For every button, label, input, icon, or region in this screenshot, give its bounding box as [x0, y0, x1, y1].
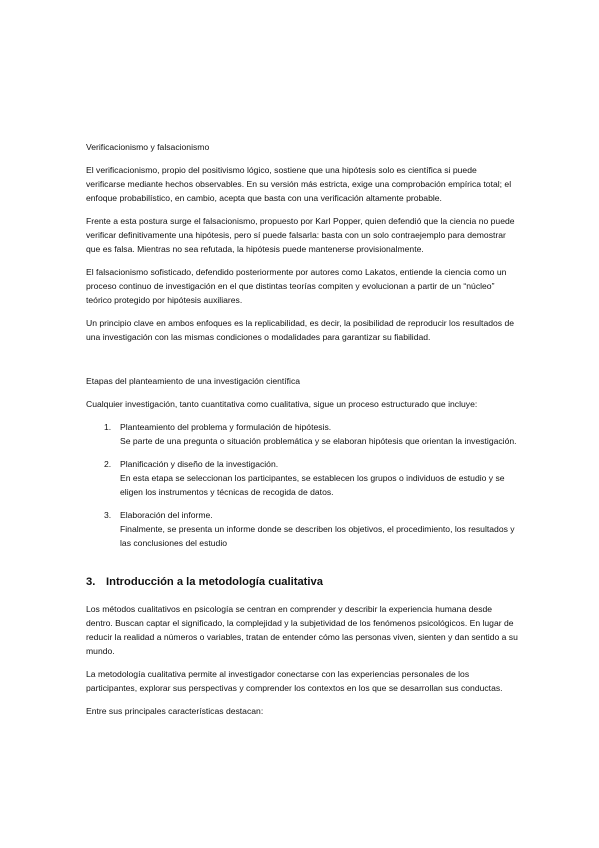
paragraph: Frente a esta postura surge el falsacionismo, propuesto por Karl Popper, quien defendió que la ciencia no puede verificar definitivamente una hipótesis, pero sí puede falsarla: basta con un solo contraejemplo para demostrar que es falsa. Mientras no sea refutada, la hipótesis puede mantenerse provisionalmente.	[86, 216, 515, 254]
paragraph: La metodología cualitativa permite al investigador conectarse con las experiencias personales de los participantes, explorar sus perspectivas y comprender los contextos en los que se desarrollan sus conductas.	[86, 669, 503, 693]
list-number: 3.	[104, 510, 112, 520]
list-item-title: Elaboración del informe.	[120, 510, 213, 520]
list-item-description: Se parte de una pregunta o situación problemática y se elaboran hipótesis que orientan la investigación.	[120, 436, 517, 446]
steps-list	[86, 420, 518, 550]
list-item-description: Finalmente, se presenta un informe donde se describen los objetivos, el procedimiento, los resultados y las conclusiones del estudio	[120, 524, 515, 548]
list-item-description: En esta etapa se seleccionan los participantes, se establecen los grupos o individuos de estudio y se eligen los instrumentos y técnicas de recogida de datos.	[120, 473, 505, 497]
paragraph: Los métodos cualitativos en psicología se centran en comprender y describir la experiencia humana desde dentro. Buscan captar el significado, la complejidad y la subjetividad de los fenómenos psicológicos. En lugar de reducir la realidad a números o variables, tratan de entender cómo las personas viven, sienten y dan sentido a su mundo.	[86, 604, 518, 656]
heading-number: 3.	[86, 576, 96, 588]
list-item-title: Planteamiento del problema y formulación de hipótesis.	[120, 422, 332, 432]
section-title-verificacionismo: Verificacionismo y falsacionismo	[86, 142, 210, 152]
list-item	[86, 457, 518, 499]
heading-text: Introducción a la metodología cualitativa	[106, 576, 323, 588]
list-item	[86, 508, 518, 550]
paragraph: Entre sus principales características destacan:	[86, 706, 264, 716]
list-item	[86, 420, 518, 448]
paragraph: El falsacionismo sofisticado, defendido posteriormente por autores como Lakatos, entiende la ciencia como un proceso continuo de investigación en el que distintas teorías compiten y evolucionan a partir de un “núcleo” teórico protegido por hipótesis auxiliares.	[86, 267, 507, 305]
document-body	[86, 140, 518, 727]
list-number: 2.	[104, 459, 112, 469]
paragraph: Un principio clave en ambos enfoques es la replicabilidad, es decir, la posibilidad de reproducir los resultados de una investigación con las mismas condiciones o modalidades para garantizar su fiabilidad.	[86, 318, 515, 342]
list-item-title: Planificación y diseño de la investigación.	[120, 459, 279, 469]
list-number: 1.	[104, 422, 112, 432]
paragraph: El verificacionismo, propio del positivismo lógico, sostiene que una hipótesis solo es científica si puede verificarse mediante hechos observables. En su versión más estricta, exige una comprobación empírica total; el enfoque probabilístico, en cambio, acepta que basta con una verificación altamente probable.	[86, 165, 512, 203]
section-heading-metodologia-cualitativa	[86, 574, 518, 590]
paragraph-intro: Cualquier investigación, tanto cuantitativa como cualitativa, sigue un proceso estructurado que incluye:	[86, 399, 478, 409]
section-title-etapas: Etapas del planteamiento de una investigación científica	[86, 376, 301, 386]
